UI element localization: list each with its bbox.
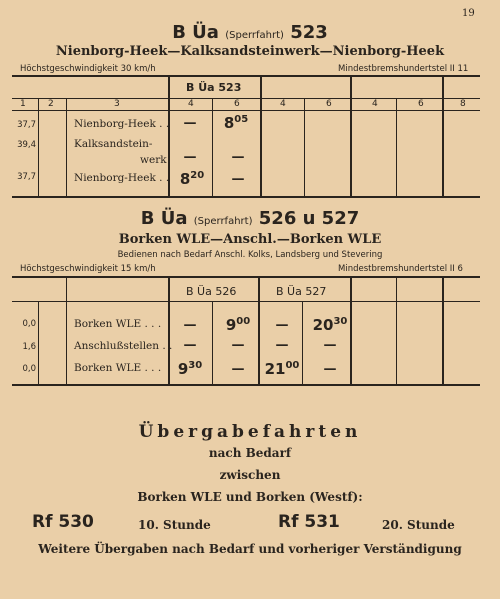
row-time: $21^{00}$	[264, 360, 300, 378]
row-km: 0,0	[22, 364, 36, 374]
table1-vline	[350, 77, 352, 196]
row-km: 37,7	[17, 172, 36, 182]
section1-title	[0, 22, 500, 43]
col-number: 4	[188, 99, 194, 109]
row-time: —	[323, 338, 337, 353]
col-number: 3	[114, 99, 120, 109]
rf530-time: 10. Stunde	[138, 518, 211, 532]
transfer-line1: nach Bedarf	[208, 446, 292, 460]
row-km: 1,6	[22, 342, 36, 352]
table1-vline	[260, 77, 262, 196]
row-km: 39,4	[17, 140, 36, 150]
row-km: 37,7	[17, 120, 36, 130]
transfer-footer: Weitere Übergaben nach Bedarf und vorheriger Verständigung	[38, 542, 462, 556]
table2-vline	[212, 301, 213, 384]
transfer-line2: zwischen	[219, 468, 281, 482]
table2-train-header-527: B Üa 527	[276, 285, 327, 298]
rf531-time: 20. Stunde	[382, 518, 455, 532]
section1-train-number: 523	[290, 22, 328, 43]
row-time: —	[275, 338, 289, 353]
row-time: $20^{30}$	[312, 316, 348, 334]
table2-top-rule	[12, 276, 480, 278]
row-time: —	[323, 362, 337, 377]
table2-header-rule	[12, 301, 480, 302]
row-time: $9^{00}$	[225, 316, 251, 334]
row-time: $9^{30}$	[177, 360, 203, 378]
table2-vline	[442, 278, 444, 384]
row-station: Borken WLE . . .	[74, 362, 162, 374]
section1-speed: Höchstgeschwindigkeit 30 km/h	[20, 64, 156, 74]
row-station: Nienborg-Heek . .	[74, 172, 170, 184]
row-station: Kalksandstein-	[74, 138, 153, 150]
table1-vline	[38, 98, 39, 196]
row-departure: —	[231, 172, 245, 187]
row-time: —	[231, 338, 245, 353]
page-number: 19	[462, 8, 475, 19]
row-km: 0,0	[22, 319, 36, 329]
table1-vline	[442, 77, 444, 196]
rf531-label: Rf 531	[278, 512, 340, 532]
section1-brake: Mindestbremshundertstel II 11	[338, 64, 469, 74]
section2-speed: Höchstgeschwindigkeit 15 km/h	[20, 264, 156, 274]
row-arrival: $8^{20}$	[179, 170, 205, 188]
table1-vline	[66, 98, 67, 196]
rf530-label: Rf 530	[32, 512, 94, 532]
row-station: Borken WLE . . .	[74, 318, 162, 330]
table1-vline	[396, 98, 397, 196]
row-station-cont: werk	[140, 154, 167, 166]
row-time: —	[231, 362, 245, 377]
section2-train-type: B Üa	[140, 208, 188, 229]
table1-header-rule	[12, 98, 480, 99]
col-number: 6	[418, 99, 424, 109]
row-station: Anschlußstellen . .	[74, 340, 173, 352]
transfer-heading: Übergabefahrten	[138, 422, 362, 442]
section2-title	[0, 208, 500, 229]
table2-bottom-rule	[12, 384, 480, 386]
row-departure: $8^{05}$	[223, 114, 249, 132]
row-station: Nienborg-Heek . .	[74, 118, 170, 130]
section1-route: Nienborg-Heek—Kalksandsteinwerk—Nienborg-Heek	[55, 44, 445, 59]
table1-colnum-rule	[12, 110, 480, 111]
col-number: 6	[234, 99, 240, 109]
section2-note: Bedienen nach Bedarf Anschl. Kolks, Landsberg und Stevering	[117, 250, 383, 260]
table1-vline	[212, 98, 213, 196]
table1-train-header: B Üa 523	[186, 81, 242, 94]
section2-train-number: 526 u 527	[258, 208, 360, 229]
section2-title-note: (Sperrfahrt)	[193, 216, 253, 227]
table2-vline	[396, 278, 397, 384]
col-number: 8	[460, 99, 466, 109]
row-time: —	[275, 318, 289, 333]
table1-vline	[304, 98, 305, 196]
section2-brake: Mindestbremshundertstel II 6	[338, 264, 463, 274]
section1-train-type: B Üa	[172, 22, 219, 43]
table1-top-rule	[12, 75, 480, 77]
row-arrival: —	[183, 150, 197, 165]
transfer-line3: Borken WLE und Borken (Westf):	[137, 490, 363, 504]
col-number: 2	[48, 99, 54, 109]
section2-route: Borken WLE—Anschl.—Borken WLE	[118, 232, 382, 247]
table1-bottom-rule	[12, 196, 480, 198]
col-number: 4	[280, 99, 286, 109]
table2-train-header-526: B Üa 526	[186, 285, 237, 298]
col-number: 1	[20, 99, 26, 109]
row-time: —	[183, 338, 197, 353]
col-number: 4	[372, 99, 378, 109]
row-arrival: —	[183, 116, 197, 131]
table2-vline	[38, 301, 39, 384]
col-number: 6	[326, 99, 332, 109]
row-departure: —	[231, 150, 245, 165]
row-time: —	[183, 318, 197, 333]
table2-vline	[66, 278, 67, 384]
section1-title-note: (Sperrfahrt)	[225, 30, 284, 41]
